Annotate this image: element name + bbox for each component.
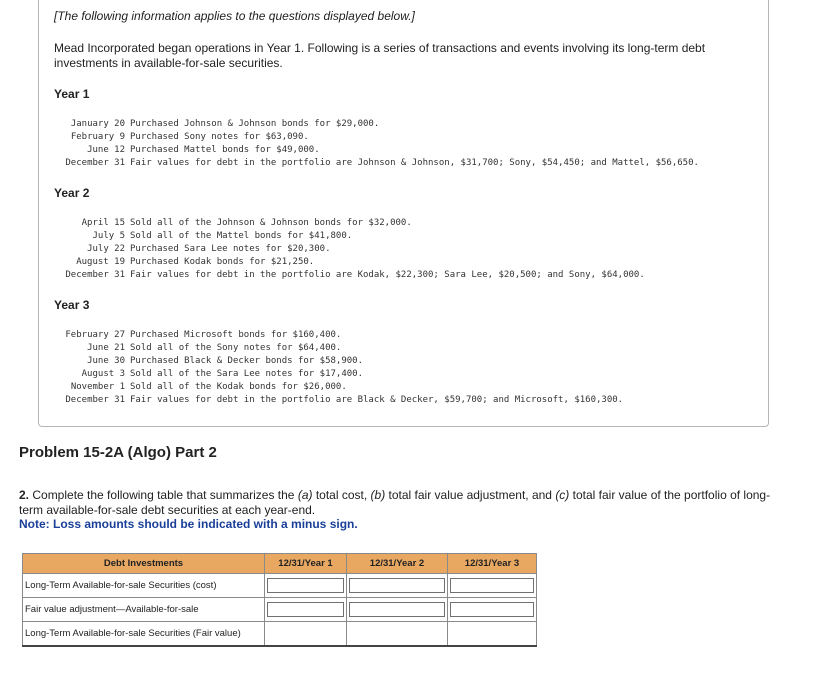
transaction-text: Sold all of the Sony notes for $64,400. [130, 343, 342, 353]
transaction-row [39, 131, 699, 144]
transaction-text: Purchased Kodak bonds for $21,250. [130, 257, 315, 267]
transaction-row [39, 368, 623, 381]
question-text [19, 488, 779, 518]
info-note: [The following information applies to the questions displayed below.] [54, 9, 415, 23]
transaction-row [39, 381, 623, 394]
transaction-text: Sold all of the Sara Lee notes for $17,400. [130, 369, 363, 379]
transaction-date: December 31 [65, 270, 125, 280]
transaction-date: June 21 [87, 343, 125, 353]
table-row [23, 598, 537, 622]
transaction-text: Purchased Microsoft bonds for $160,400. [130, 330, 342, 340]
table-row [23, 574, 537, 598]
cell-cost-year-3 [448, 574, 537, 598]
input-adjustment-year-2[interactable] [349, 602, 445, 617]
loss-note: Note: Loss amounts should be indicated with a minus sign. [19, 517, 358, 531]
intro-text: Mead Incorporated began operations in Year 1. Following is a series of transactions and events involving its long-term debt investments in available-for-sale securities. [54, 41, 706, 70]
year-2-heading: Year 2 [54, 186, 90, 200]
transaction-row [39, 144, 699, 157]
header-year-1: 12/31/Year 1 [265, 554, 347, 574]
transaction-text: Sold all of the Mattel bonds for $41,800. [130, 231, 353, 241]
transaction-date: June 12 [87, 145, 125, 155]
transaction-text: Sold all of the Kodak bonds for $26,000. [130, 382, 347, 392]
transaction-row [39, 256, 645, 269]
transaction-date: June 30 [87, 356, 125, 366]
cell-cost-year-1 [265, 574, 347, 598]
input-cost-year-3[interactable] [450, 578, 534, 593]
header-year-3: 12/31/Year 3 [448, 554, 537, 574]
transaction-date: December 31 [65, 158, 125, 168]
transaction-date: July 5 [92, 231, 125, 241]
row-label-cost: Long-Term Available-for-sale Securities (cost) [23, 574, 265, 598]
input-adjustment-year-1[interactable] [267, 602, 344, 617]
year-1-transactions [39, 118, 699, 170]
transaction-text: Purchased Sara Lee notes for $20,300. [130, 244, 331, 254]
input-adjustment-year-3[interactable] [450, 602, 534, 617]
question-number: 2. [19, 488, 30, 502]
question-marker-c: (c) [555, 488, 570, 502]
transaction-date: April 15 [81, 218, 125, 228]
transaction-date: August 19 [76, 257, 125, 267]
row-label-fair-value-adjustment: Fair value adjustment—Available-for-sale [23, 598, 265, 622]
transaction-text: Purchased Black & Decker bonds for $58,900. [130, 356, 363, 366]
year-1-heading: Year 1 [54, 87, 90, 101]
transaction-row [39, 118, 699, 131]
question-part: Complete the following table that summarizes the [29, 488, 298, 502]
cell-adjustment-year-1 [265, 598, 347, 622]
portfolio-table [22, 553, 537, 647]
cell-fair-value-year-1 [265, 622, 347, 647]
input-cost-year-1[interactable] [267, 578, 344, 593]
transaction-row [39, 243, 645, 256]
cell-adjustment-year-3 [448, 598, 537, 622]
transaction-row [39, 355, 623, 368]
transaction-row [39, 230, 645, 243]
question-part: total fair value adjustment, and [385, 488, 556, 502]
transaction-date: August 3 [81, 369, 125, 379]
transaction-text: Fair values for debt in the portfolio are Black & Decker, $59,700; and Microsoft, $160,300. [130, 395, 624, 405]
problem-title: Problem 15-2A (Algo) Part 2 [19, 444, 217, 461]
header-debt-investments: Debt Investments [23, 554, 265, 574]
question-marker-a: (a) [297, 488, 313, 502]
transaction-row [39, 269, 645, 282]
transaction-date: December 31 [65, 395, 125, 405]
transaction-row [39, 157, 699, 170]
transaction-text: Purchased Johnson & Johnson bonds for $29,000. [130, 119, 380, 129]
transaction-text: Purchased Sony notes for $63,090. [130, 132, 309, 142]
transaction-date: February 27 [65, 330, 125, 340]
row-label-fair-value: Long-Term Available-for-sale Securities (Fair value) [23, 622, 265, 647]
cell-adjustment-year-2 [347, 598, 448, 622]
transaction-text: Sold all of the Johnson & Johnson bonds for $32,000. [130, 218, 412, 228]
input-cost-year-2[interactable] [349, 578, 445, 593]
transaction-date: January 20 [70, 119, 125, 129]
year-3-transactions [39, 329, 623, 407]
transaction-row [39, 394, 623, 407]
question-part: total fair value of the portfolio of long-term available-for-sale debt securities at each year-end. [19, 488, 771, 517]
info-panel [38, 0, 769, 427]
year-2-transactions [39, 217, 645, 282]
question-part: total cost, [312, 488, 371, 502]
transaction-date: November 1 [70, 382, 125, 392]
transaction-text: Purchased Mattel bonds for $49,000. [130, 145, 320, 155]
transaction-text: Fair values for debt in the portfolio are Johnson & Johnson, $31,700; Sony, $54,450; and Mattel, $56,650. [130, 158, 699, 168]
table-row [23, 622, 537, 647]
question-marker-b: (b) [370, 488, 386, 502]
table-header-row [23, 554, 537, 574]
transaction-date: February 9 [70, 132, 125, 142]
transaction-row [39, 329, 623, 342]
transaction-date: July 22 [87, 244, 125, 254]
year-3-heading: Year 3 [54, 298, 90, 312]
header-year-2: 12/31/Year 2 [347, 554, 448, 574]
cell-fair-value-year-3 [448, 622, 537, 647]
transaction-text: Fair values for debt in the portfolio are Kodak, $22,300; Sara Lee, $20,500; and Sony, $64,000. [130, 270, 645, 280]
cell-fair-value-year-2 [347, 622, 448, 647]
cell-cost-year-2 [347, 574, 448, 598]
transaction-row [39, 342, 623, 355]
transaction-row [39, 217, 645, 230]
